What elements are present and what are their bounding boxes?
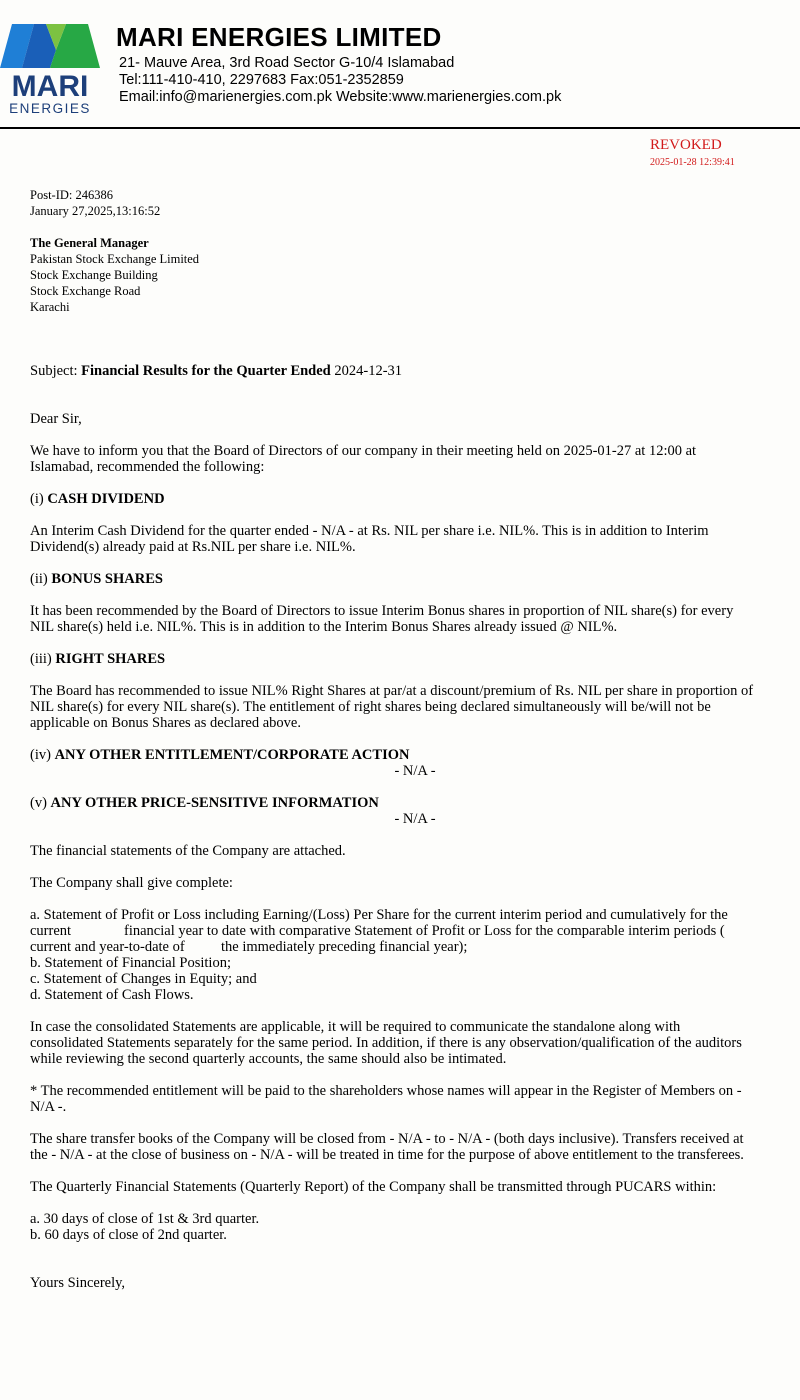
consolidated-line-1: In case the consolidated Statements are applicable, it will be required to communicate the standalone along with xyxy=(30,1019,681,1035)
bonus-line-1: It has been recommended by the Board of Directors to issue Interim Bonus shares in proportion of NIL share(s) for every xyxy=(30,603,734,619)
company-logo xyxy=(0,20,100,116)
register-line-1: * The recommended entitlement will be paid to the shareholders whose names will appear in the Register of Members on - xyxy=(30,1083,742,1099)
salutation: Dear Sir, xyxy=(30,411,82,427)
list-a-line-3-text: the immediately preceding financial year); xyxy=(221,939,468,955)
statements-attached: The financial statements of the Company are attached. xyxy=(30,843,346,859)
logo-text-mari: MARI xyxy=(11,70,89,103)
list-a-line-2 xyxy=(30,923,798,939)
section-bonus-num: (ii) xyxy=(30,571,48,587)
give-complete: The Company shall give complete: xyxy=(30,875,233,891)
right-line-2: NIL share(s) for every NIL share(s). The entitlement of right shares being declared simultaneously will be/will not be xyxy=(30,699,711,715)
list-a-line-1: a. Statement of Profit or Loss including Earning/(Loss) Per Share for the current interim period and cumulatively for the xyxy=(30,907,728,923)
company-email-website: Email:info@marienergies.com.pk Website:www.marienergies.com.pk xyxy=(119,89,562,105)
list-a-current: current xyxy=(30,923,72,939)
company-phone-fax: Tel:111-410-410, 2297683 Fax:051-2352859 xyxy=(119,72,404,88)
header-divider xyxy=(0,127,800,129)
section-other-num: (iv) xyxy=(30,747,51,763)
intro-line-1: We have to inform you that the Board of Directors of our company in their meeting held on 2025-01-27 at 12:00 at xyxy=(30,443,697,459)
right-line-1: The Board has recommended to issue NIL% Right Shares at par/at a discount/premium of Rs. NIL per share in proportion of xyxy=(30,683,754,699)
company-address: 21- Mauve Area, 3rd Road Sector G-10/4 Islamabad xyxy=(119,55,455,71)
section-cash-heading xyxy=(30,491,798,507)
consolidated-line-2: consolidated Statements separately for the same period. In addition, if there is any observation/qualification of the auditors xyxy=(30,1035,742,1051)
pucars-a: a. 30 days of close of 1st & 3rd quarter. xyxy=(30,1211,260,1227)
letter-body xyxy=(30,187,798,1291)
list-a-line-3 xyxy=(30,939,798,955)
recipient-org: Pakistan Stock Exchange Limited xyxy=(30,252,200,266)
cash-line-1: An Interim Cash Dividend for the quarter ended - N/A - at Rs. NIL per share i.e. NIL%. This is in addition to Interim xyxy=(30,523,709,539)
subject-date: 2024-12-31 xyxy=(334,363,403,379)
revoked-timestamp: 2025-01-28 12:39:41 xyxy=(650,157,735,168)
section-right-title: RIGHT SHARES xyxy=(55,651,166,667)
list-a-line-2-text: financial year to date with comparative Statement of Profit or Loss for the comparable interim periods ( xyxy=(124,923,725,939)
recipient-building: Stock Exchange Building xyxy=(30,268,158,282)
section-price-num: (v) xyxy=(30,795,47,811)
list-a-current-ytd: current and year-to-date of xyxy=(30,939,185,955)
section-cash-title: CASH DIVIDEND xyxy=(47,491,165,507)
post-id: Post-ID: 246386 xyxy=(30,188,113,202)
revoked-status: REVOKED xyxy=(650,137,722,153)
company-name: MARI ENERGIES LIMITED xyxy=(116,22,442,52)
cash-line-2: Dividend(s) already paid at Rs.NIL per share i.e. NIL%. xyxy=(30,539,356,555)
section-price-value: - N/A - xyxy=(394,811,436,827)
pucars-b: b. 60 days of close of 2nd quarter. xyxy=(30,1227,227,1243)
section-right-heading xyxy=(30,651,798,667)
pucars-text: The Quarterly Financial Statements (Quarterly Report) of the Company shall be transmitted through PUCARS within: xyxy=(30,1179,717,1195)
post-datetime: January 27,2025,13:16:52 xyxy=(30,204,161,218)
section-other-heading xyxy=(30,747,798,763)
subject-label: Subject: xyxy=(30,363,78,379)
section-price-title: ANY OTHER PRICE-SENSITIVE INFORMATION xyxy=(50,795,379,811)
section-cash-num: (i) xyxy=(30,491,44,507)
list-d: d. Statement of Cash Flows. xyxy=(30,987,194,1003)
section-bonus-heading xyxy=(30,571,798,587)
recipient-title: The General Manager xyxy=(30,236,149,250)
section-price-heading xyxy=(30,795,798,811)
section-other-value: - N/A - xyxy=(394,763,436,779)
revoked-stamp xyxy=(650,136,735,170)
recipient-city: Karachi xyxy=(30,300,70,314)
logo-text-energies: ENERGIES xyxy=(9,101,91,116)
bonus-line-2: NIL share(s) held i.e. NIL%. This is in addition to the Interim Bonus Shares already issued @ NIL%. xyxy=(30,619,618,635)
subject-line xyxy=(30,363,798,379)
register-line-2: N/A -. xyxy=(30,1099,67,1115)
list-c: c. Statement of Changes in Equity; and xyxy=(30,971,257,987)
transfer-line-1: The share transfer books of the Company will be closed from - N/A - to - N/A - (both days inclusive). Transfers received at xyxy=(30,1131,744,1147)
intro-line-2: Islamabad, recommended the following: xyxy=(30,459,265,475)
section-bonus-title: BONUS SHARES xyxy=(51,571,163,587)
section-other-title: ANY OTHER ENTITLEMENT/CORPORATE ACTION xyxy=(54,747,410,763)
closing: Yours Sincerely, xyxy=(30,1275,126,1291)
letterhead xyxy=(0,0,800,128)
right-line-3: applicable on Bonus Shares as declared above. xyxy=(30,715,301,731)
list-b: b. Statement of Financial Position; xyxy=(30,955,231,971)
recipient-road: Stock Exchange Road xyxy=(30,284,141,298)
consolidated-line-3: while reviewing the second quarterly accounts, the same should also be intimated. xyxy=(30,1051,507,1067)
subject-title: Financial Results for the Quarter Ended xyxy=(81,363,331,379)
transfer-line-2: the - N/A - at the close of business on - N/A - will be treated in time for the purpose of above entitlement to the transferees. xyxy=(30,1147,744,1163)
section-right-num: (iii) xyxy=(30,651,52,667)
